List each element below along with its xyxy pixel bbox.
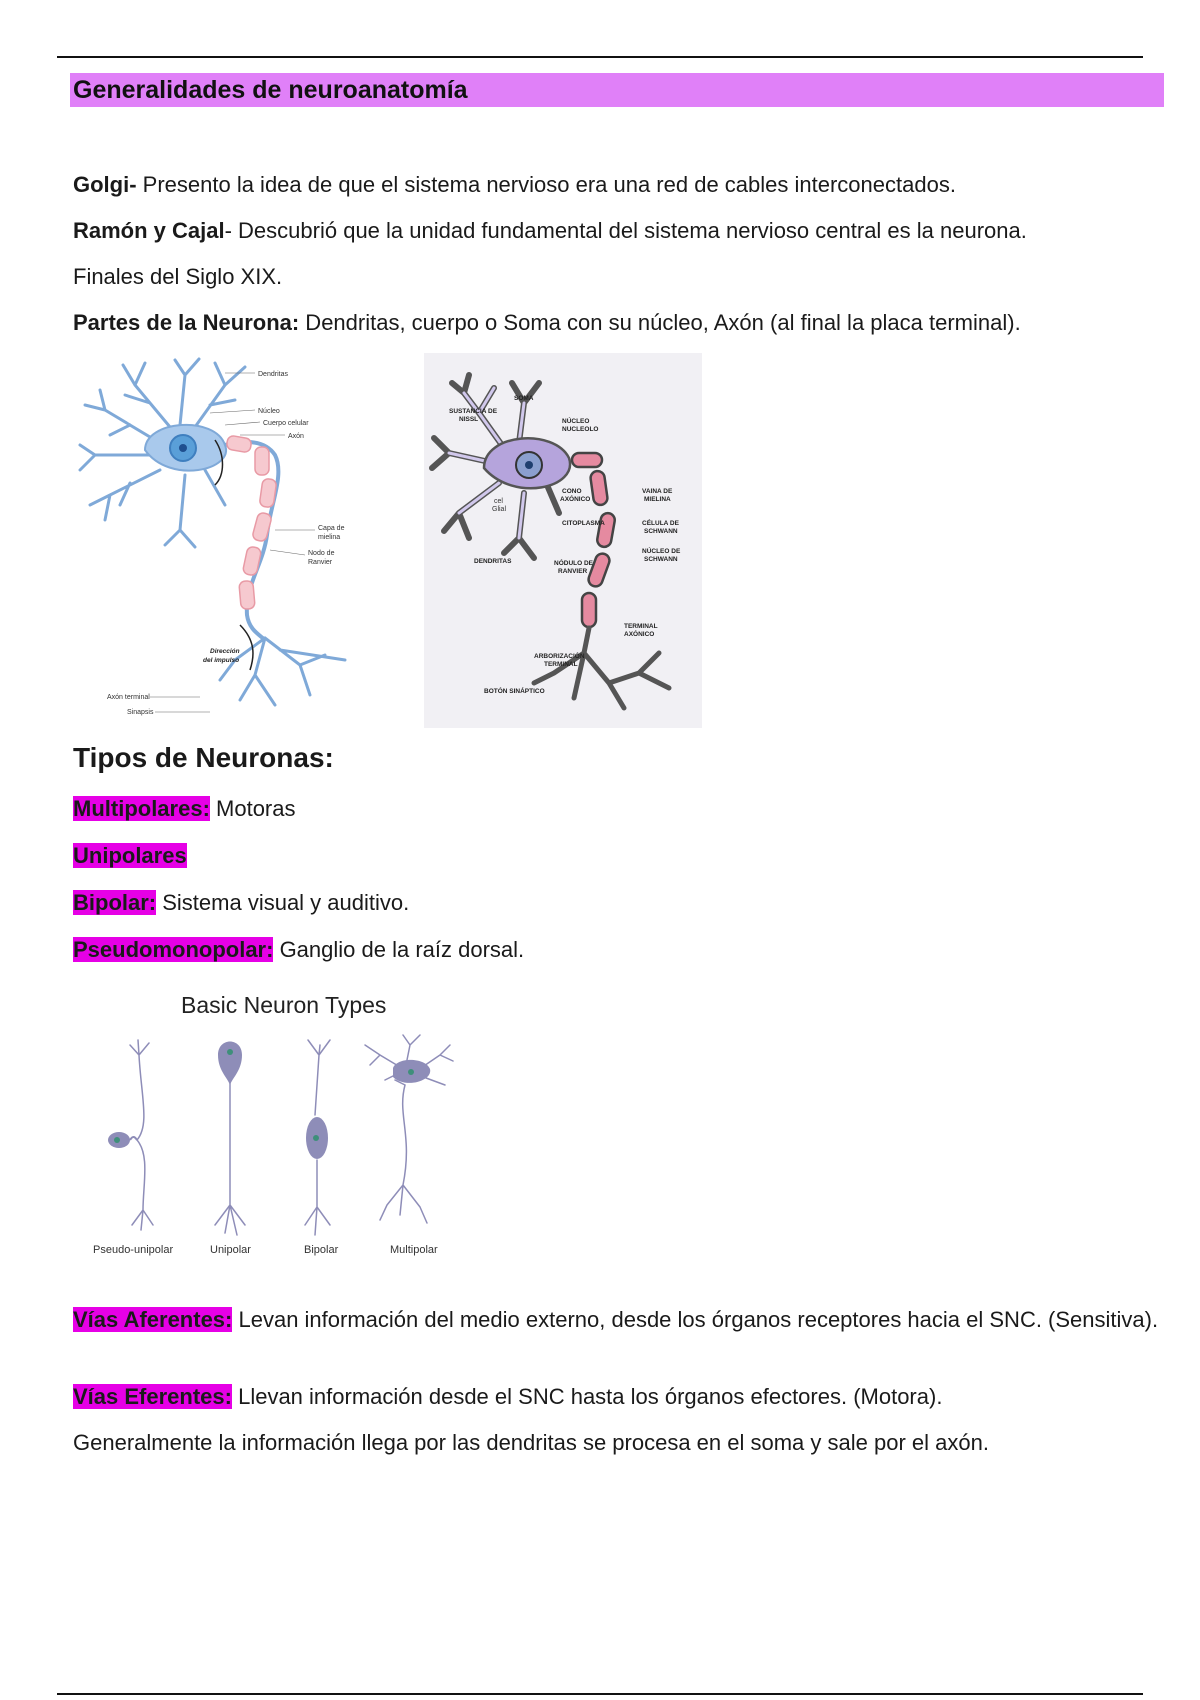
term-vias-eferentes: Vías Eferentes: bbox=[73, 1384, 232, 1409]
top-rule bbox=[57, 56, 1143, 58]
label-cono1: CONO bbox=[562, 488, 582, 495]
label-capa1: Capa de bbox=[318, 525, 345, 532]
label-vaina1: VAINA DE bbox=[642, 488, 673, 495]
paragraph-general bbox=[73, 1428, 1164, 1458]
label-vaina2: MIELINA bbox=[644, 496, 671, 503]
label-cel2: Glial bbox=[492, 506, 507, 513]
term-partes: Partes de la Neurona: bbox=[73, 310, 300, 335]
paragraph-cajal bbox=[73, 216, 1164, 246]
figure3-title: Basic Neuron Types bbox=[181, 992, 387, 1018]
label-boton: BOTÓN SINÁPTICO bbox=[484, 688, 545, 695]
text-pseudomonopolar: Ganglio de la raíz dorsal. bbox=[273, 937, 525, 962]
label-nschwann2: SCHWANN bbox=[644, 556, 678, 563]
types-heading: Tipos de Neuronas: bbox=[73, 742, 334, 773]
caption-pseudo-unipolar: Pseudo-unipolar bbox=[93, 1244, 174, 1256]
label-axon-terminal: Axón terminal bbox=[107, 694, 150, 701]
label-sustancia1: SUSTANCIA DE bbox=[449, 408, 498, 415]
page-title: Generalidades de neuroanatomía bbox=[73, 76, 468, 104]
basic-neuron-types-figure bbox=[75, 985, 495, 1265]
term-cajal: Ramón y Cajal bbox=[73, 218, 225, 243]
label-nucleo: Núcleo bbox=[258, 408, 280, 415]
caption-bipolar: Bipolar bbox=[304, 1244, 339, 1256]
caption-multipolar: Multipolar bbox=[390, 1244, 438, 1256]
label-sustancia2: NISSL bbox=[459, 416, 479, 423]
label-nucleo2: NUCLEOLO bbox=[562, 426, 599, 433]
label-citoplasma: CITOPLASMA bbox=[562, 520, 605, 527]
text-golgi: Presento la idea de que el sistema nervioso era una red de cables interconectados. bbox=[136, 172, 956, 197]
label-nodo1: Nodo de bbox=[308, 550, 335, 557]
term-vias-aferentes: Vías Aferentes: bbox=[73, 1307, 233, 1332]
label-arbor1: ARBORIZACIÓN bbox=[534, 653, 585, 660]
text-general: Generalmente la información llega por las dendritas se procesa en el soma y sale por el axón. bbox=[73, 1430, 989, 1455]
label-nodulo2: RANVIER bbox=[558, 568, 588, 575]
label-dir2: del impulso bbox=[203, 657, 240, 664]
paragraph-golgi bbox=[73, 170, 1164, 200]
neuron-diagram-purple bbox=[424, 353, 702, 728]
label-nschwann1: NÚCLEO DE bbox=[642, 548, 681, 555]
label-celula1: CÉLULA DE bbox=[642, 520, 679, 527]
paragraph-vias-eferentes bbox=[73, 1382, 1164, 1412]
label-cuerpo: Cuerpo celular bbox=[263, 420, 309, 427]
label-cel1: cel bbox=[494, 498, 503, 505]
label-axon: Axón bbox=[288, 433, 304, 440]
text-cajal: - Descubrió que la unidad fundamental del sistema nervioso central es la neurona. bbox=[224, 218, 1027, 243]
type-item-multipolares bbox=[73, 794, 1164, 824]
label-nodulo1: NÓDULO DE bbox=[554, 560, 593, 567]
term-bipolar: Bipolar: bbox=[73, 890, 157, 915]
label-cono2: AXÓNICO bbox=[560, 496, 591, 503]
text-vias-aferentes: Levan información del medio externo, desde los órganos receptores hacia el SNC. (Sensitiva). bbox=[232, 1307, 1159, 1332]
label-arbor2: TERMINAL bbox=[544, 661, 578, 668]
label-dir1: Dirección bbox=[210, 648, 240, 655]
label-nodo2: Ranvier bbox=[308, 559, 333, 566]
term-unipolares: Unipolares bbox=[73, 843, 187, 868]
type-item-pseudomonopolar bbox=[73, 935, 1164, 965]
type-item-unipolares bbox=[73, 841, 1164, 871]
term-pseudomonopolar: Pseudomonopolar: bbox=[73, 937, 274, 962]
term-multipolares: Multipolares: bbox=[73, 796, 210, 821]
text-partes: Dendritas, cuerpo o Soma con su núcleo, Axón (al final la placa terminal). bbox=[299, 310, 1021, 335]
text-siglo: Finales del Siglo XIX. bbox=[73, 264, 283, 289]
label-terminal1: TERMINAL bbox=[624, 623, 658, 630]
label-dendritas2: DENDRITAS bbox=[474, 558, 512, 565]
caption-unipolar: Unipolar bbox=[210, 1244, 251, 1256]
text-bipolar: Sistema visual y auditivo. bbox=[156, 890, 410, 915]
neuron-diagram-blue bbox=[75, 355, 365, 725]
type-item-bipolar bbox=[73, 888, 1164, 918]
label-soma: SOMA bbox=[514, 395, 534, 402]
term-golgi: Golgi- bbox=[73, 172, 137, 197]
label-capa2: mielina bbox=[318, 534, 341, 541]
label-nucleo1: NÚCLEO bbox=[562, 418, 590, 425]
bottom-rule bbox=[57, 1693, 1143, 1695]
label-sinapsis: Sinapsis bbox=[127, 709, 154, 716]
label-terminal2: AXÓNICO bbox=[624, 631, 655, 638]
text-vias-eferentes: Llevan información desde el SNC hasta los órganos efectores. (Motora). bbox=[231, 1384, 943, 1409]
paragraph-vias-aferentes bbox=[73, 1305, 1164, 1335]
label-dendritas: Dendritas bbox=[258, 371, 288, 378]
text-multipolares: Motoras bbox=[209, 796, 296, 821]
paragraph-partes bbox=[73, 308, 1164, 338]
title-bar bbox=[70, 73, 1164, 107]
paragraph-siglo bbox=[73, 262, 1164, 292]
label-celula2: SCHWANN bbox=[644, 528, 678, 535]
